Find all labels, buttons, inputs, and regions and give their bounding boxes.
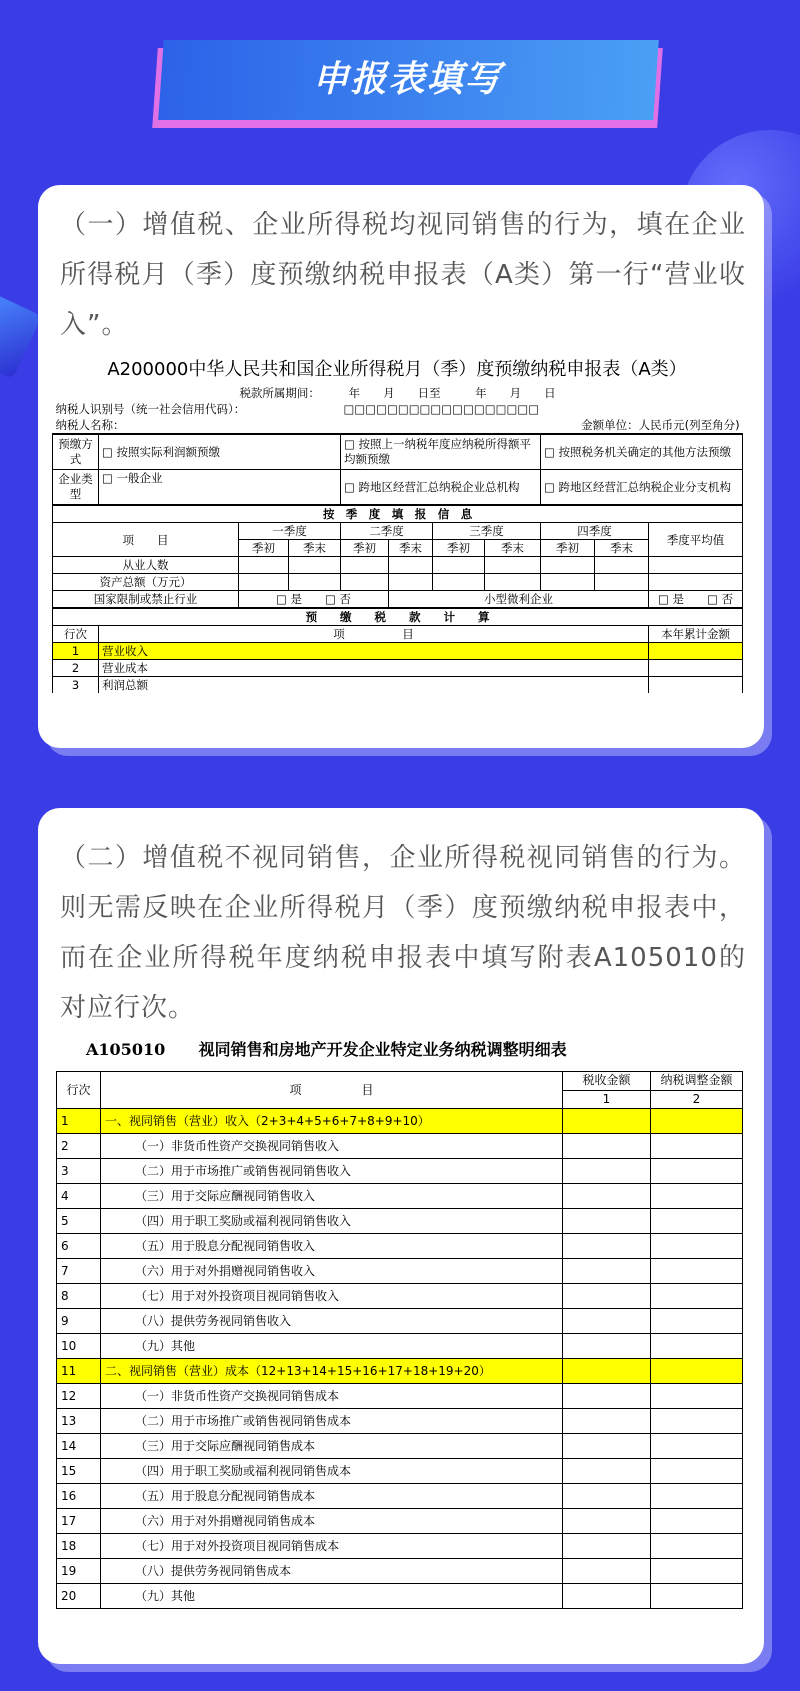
prepay-method-label: 预缴方式 [53, 434, 99, 470]
enterprise-type-label: 企业类型 [53, 470, 99, 506]
row-label: （二）用于市场推广或销售视同销售收入 [101, 1159, 563, 1184]
table-row [57, 1184, 743, 1209]
row-tax-amount [563, 1334, 651, 1359]
row-label: （七）用于对外投资项目视同销售成本 [101, 1534, 563, 1559]
row-1-no: 1 [53, 643, 99, 660]
q4-end: 季末 [595, 540, 649, 557]
col-adjust: 纳税调整金额 [651, 1072, 743, 1091]
row-tax-amount [563, 1109, 651, 1134]
col-item: 项 目 [101, 1072, 563, 1109]
form-a105010-title [86, 1035, 567, 1065]
row-tax-amount [563, 1409, 651, 1434]
form-a200000-title: A200000中华人民共和国企业所得税月（季）度预缴纳税申报表（A类） [107, 359, 687, 380]
table-row [57, 1459, 743, 1484]
form-a200000 [52, 355, 742, 723]
row-adjust-amount [651, 1509, 743, 1534]
row-tax-amount [563, 1384, 651, 1409]
row-number: 9 [57, 1309, 101, 1334]
row-tax-amount [563, 1359, 651, 1384]
row-tax-amount [563, 1234, 651, 1259]
q2-end: 季末 [389, 540, 433, 557]
row-label: 二、视同销售（营业）成本（12+13+14+15+16+17+18+19+20） [101, 1359, 563, 1384]
quarter-3-header: 三季度 [433, 523, 541, 540]
form-title: 视同销售和房地产开发企业特定业务纳税调整明细表 [198, 1040, 567, 1059]
item-header: 项 目 [53, 523, 239, 557]
row-tax-amount [563, 1184, 651, 1209]
row-adjust-amount [651, 1409, 743, 1434]
row-adjust-amount [651, 1159, 743, 1184]
enterprise-option-2: □ 跨地区经营汇总纳税企业总机构 [341, 470, 541, 506]
row-label: （三）用于交际应酬视同销售成本 [101, 1434, 563, 1459]
row-tax-amount [563, 1134, 651, 1159]
row-tax-amount [563, 1459, 651, 1484]
row-label: （二）用于市场推广或销售视同销售成本 [101, 1409, 563, 1434]
table-row [57, 1334, 743, 1359]
q4-start: 季初 [541, 540, 595, 557]
row-adjust-amount [651, 1259, 743, 1284]
row-adjust-amount [651, 1109, 743, 1134]
table-row [57, 1534, 743, 1559]
table-row [57, 1409, 743, 1434]
table-row [57, 1384, 743, 1409]
row-tax-amount [563, 1259, 651, 1284]
small-enterprise-label: 小型微利企业 [389, 591, 649, 609]
taxpayer-name-label: 纳税人名称： [55, 418, 125, 432]
row-label: （六）用于对外捐赠视同销售收入 [101, 1259, 563, 1284]
row-label: （九）其他 [101, 1334, 563, 1359]
row-1-label: 营业收入 [99, 643, 649, 660]
row-total-assets: 资产总额（万元） [53, 574, 239, 591]
row-number: 4 [57, 1184, 101, 1209]
row-number: 5 [57, 1209, 101, 1234]
restricted-industry-options: □ 是 □ 否 [239, 591, 389, 609]
quarter-4-header: 四季度 [541, 523, 649, 540]
calc-header: 预 缴 税 款 计 算 [53, 608, 743, 626]
row-number: 1 [57, 1109, 101, 1134]
row-label: （九）其他 [101, 1584, 563, 1609]
row-number: 17 [57, 1509, 101, 1534]
row-label: （五）用于股息分配视同销售成本 [101, 1484, 563, 1509]
restricted-industry-label: 国家限制或禁止行业 [53, 591, 239, 609]
row-number: 10 [57, 1334, 101, 1359]
form-a105010-table [56, 1071, 743, 1609]
row-tax-amount [563, 1584, 651, 1609]
row-adjust-amount [651, 1184, 743, 1209]
row-adjust-amount [651, 1384, 743, 1409]
row-adjust-amount [651, 1309, 743, 1334]
row-adjust-amount [651, 1134, 743, 1159]
row-number: 13 [57, 1409, 101, 1434]
row-number: 15 [57, 1459, 101, 1484]
row-number: 12 [57, 1384, 101, 1409]
table-row [57, 1509, 743, 1534]
row-number: 8 [57, 1284, 101, 1309]
background-gem-decoration [0, 291, 42, 380]
row-employees: 从业人数 [53, 557, 239, 574]
table-row [57, 1234, 743, 1259]
row-tax-amount [563, 1509, 651, 1534]
table-row [57, 1109, 743, 1134]
row-adjust-amount [651, 1584, 743, 1609]
enterprise-option-1: □ 一般企业 [99, 470, 341, 506]
table-row [57, 1209, 743, 1234]
period-row: 税款所属期间： 年 月 日至 年 月 日 [239, 386, 556, 400]
small-enterprise-options: □ 是 □ 否 [649, 591, 743, 609]
row-number: 2 [57, 1134, 101, 1159]
table-row [57, 1134, 743, 1159]
table-row [57, 1259, 743, 1284]
row-label: （一）非货币性资产交换视同销售成本 [101, 1384, 563, 1409]
row-3-no: 3 [53, 677, 99, 694]
row-number: 20 [57, 1584, 101, 1609]
row-tax-amount [563, 1284, 651, 1309]
q1-start: 季初 [239, 540, 289, 557]
row-adjust-amount [651, 1484, 743, 1509]
form-a200000-table [52, 385, 743, 693]
prepay-option-2: □ 按照上一纳税年度应纳税所得额平均额预缴 [341, 434, 541, 470]
table-row [57, 1309, 743, 1334]
row-number: 18 [57, 1534, 101, 1559]
col-seq: 行次 [53, 626, 99, 643]
row-adjust-amount [651, 1434, 743, 1459]
row-2-no: 2 [53, 660, 99, 677]
prepay-option-3: □ 按照税务机关确定的其他方法预缴 [541, 434, 743, 470]
row-label: （八）提供劳务视同销售收入 [101, 1309, 563, 1334]
row-tax-amount [563, 1434, 651, 1459]
row-label: （四）用于职工奖励或福利视同销售收入 [101, 1209, 563, 1234]
col-tax: 税收金额 [563, 1072, 651, 1091]
amount-unit: 金额单位：人民币元(列至角分) [581, 418, 740, 432]
row-label: （四）用于职工奖励或福利视同销售成本 [101, 1459, 563, 1484]
row-label: 一、视同销售（营业）收入（2+3+4+5+6+7+8+9+10） [101, 1109, 563, 1134]
row-label: （三）用于交际应酬视同销售收入 [101, 1184, 563, 1209]
row-number: 6 [57, 1234, 101, 1259]
col-item: 项 目 [99, 626, 649, 643]
quarter-average-header: 季度平均值 [649, 523, 743, 557]
q1-end: 季末 [289, 540, 341, 557]
section-1-paragraph: （一）增值税、企业所得税均视同销售的行为，填在企业所得税月（季）度预缴纳税申报表（A类）第一行“营业收入”。 [60, 210, 746, 340]
table-row [57, 1159, 743, 1184]
q3-end: 季末 [485, 540, 541, 557]
quarter-info-header: 按 季 度 填 报 信 息 [53, 505, 743, 523]
row-adjust-amount [651, 1284, 743, 1309]
table-row [57, 1559, 743, 1584]
row-adjust-amount [651, 1459, 743, 1484]
quarter-2-header: 二季度 [341, 523, 433, 540]
row-label: （八）提供劳务视同销售成本 [101, 1559, 563, 1584]
row-adjust-amount [651, 1534, 743, 1559]
col-adjust-no: 2 [651, 1090, 743, 1109]
taxpayer-id-label: 纳税人识别号（统一社会信用代码）： [55, 402, 246, 416]
row-number: 19 [57, 1559, 101, 1584]
row-number: 11 [57, 1359, 101, 1384]
row-tax-amount [563, 1209, 651, 1234]
q3-start: 季初 [433, 540, 485, 557]
col-tax-no: 1 [563, 1090, 651, 1109]
row-tax-amount [563, 1484, 651, 1509]
row-adjust-amount [651, 1209, 743, 1234]
row-3-label: 利润总额 [99, 677, 649, 694]
form-code: A105010 [86, 1040, 166, 1059]
table-row [57, 1359, 743, 1384]
table-row [57, 1434, 743, 1459]
col-amount: 本年累计金额 [649, 626, 743, 643]
row-adjust-amount [651, 1359, 743, 1384]
section-2-paragraph: （二）增值税不视同销售，企业所得税视同销售的行为。则无需反映在企业所得税月（季）度预缴纳税申报表中，而在企业所得税年度纳税申报表中填写附表A105010的对应行次。 [60, 843, 746, 1023]
row-tax-amount [563, 1534, 651, 1559]
row-tax-amount [563, 1159, 651, 1184]
row-adjust-amount [651, 1559, 743, 1584]
row-adjust-amount [651, 1234, 743, 1259]
table-row [57, 1484, 743, 1509]
prepay-option-1: □ 按照实际利润额预缴 [99, 434, 341, 470]
page-title: 申报表填写 [312, 59, 503, 100]
row-label: （六）用于对外捐赠视同销售成本 [101, 1509, 563, 1534]
row-tax-amount [563, 1559, 651, 1584]
row-adjust-amount [651, 1334, 743, 1359]
q2-start: 季初 [341, 540, 389, 557]
row-number: 7 [57, 1259, 101, 1284]
table-row [57, 1284, 743, 1309]
row-number: 16 [57, 1484, 101, 1509]
table-row [57, 1584, 743, 1609]
quarter-1-header: 一季度 [239, 523, 341, 540]
row-label: （一）非货币性资产交换视同销售收入 [101, 1134, 563, 1159]
row-number: 3 [57, 1159, 101, 1184]
title-banner [155, 40, 660, 128]
row-number: 14 [57, 1434, 101, 1459]
row-label: （七）用于对外投资项目视同销售收入 [101, 1284, 563, 1309]
enterprise-option-3: □ 跨地区经营汇总纳税企业分支机构 [541, 470, 743, 506]
taxpayer-id-boxes: □□□□□□□□□□□□□□□□□□ [343, 402, 540, 416]
row-label: （五）用于股息分配视同销售收入 [101, 1234, 563, 1259]
row-tax-amount [563, 1309, 651, 1334]
row-2-label: 营业成本 [99, 660, 649, 677]
col-seq: 行次 [57, 1072, 101, 1109]
